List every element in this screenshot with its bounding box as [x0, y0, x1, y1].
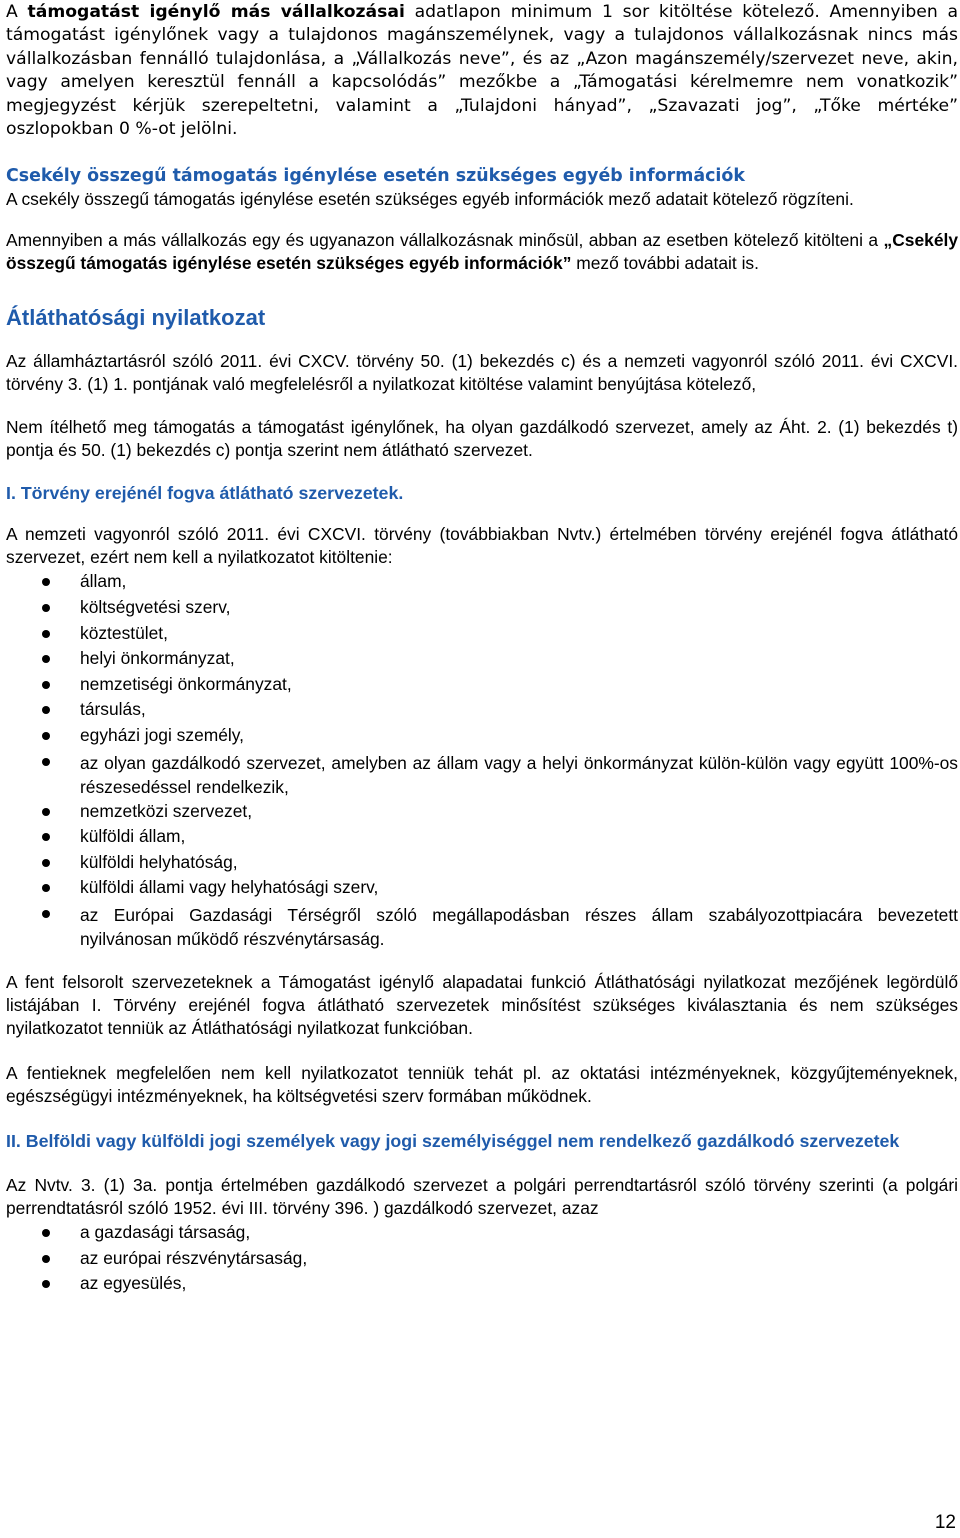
- bullet-icon: [42, 1255, 50, 1263]
- list-item: nemzetközi szervezet,: [6, 799, 958, 825]
- bullet-icon: [42, 859, 50, 867]
- bullet-icon: [42, 732, 50, 740]
- intro-bold: támogatást igénylő más vállalkozásai: [27, 2, 405, 22]
- bullet-icon: [42, 681, 50, 689]
- bullet-icon: [42, 604, 50, 612]
- list-item: nemzetiségi önkormányzat,: [6, 672, 958, 698]
- list-item: állam,: [6, 569, 958, 595]
- bullet-icon: [42, 808, 50, 816]
- bullet-icon: [42, 1229, 50, 1237]
- list-item: az európai részvénytársaság,: [6, 1246, 958, 1272]
- page-number: 12: [934, 1512, 956, 1533]
- document-page: [6, 0, 958, 1297]
- list-item: az egyesülés,: [6, 1271, 958, 1297]
- section2-list: [6, 1220, 958, 1297]
- list-item: külföldi állam,: [6, 824, 958, 850]
- bullet-icon: [42, 910, 50, 918]
- bullet-icon: [42, 758, 50, 766]
- list-item: külföldi helyhatóság,: [6, 850, 958, 876]
- intro-prefix: A: [6, 2, 28, 22]
- list-item: egyházi jogi személy,: [6, 723, 958, 749]
- csekely-text2-bold: „Csekély összegű támogatás igénylése esetén szükséges egyéb információk”: [6, 230, 958, 274]
- section1-intro: A nemzeti vagyonról szóló 2011. évi CXCVI. törvény (továbbiakban Nvtv.) értelmében törvény erejénél fogva átlátható szervezet, ezért nem kell a nyilatkozatot kitöltenie:: [6, 524, 958, 568]
- atlathatosagi-para1: Az államháztartásról szóló 2011. évi CXCV. törvény 50. (1) bekezdés c) és a nemzeti vagyonról szóló 2011. évi CXCVI. törvény 3. (1) 1. pontjának való megfelelésről a nyilatkozat kitöltése valamint benyújtása kötelező,: [6, 351, 958, 395]
- csekely-heading: Csekély összegű támogatás igénylése esetén szükséges egyéb információk: [6, 166, 745, 187]
- list-item: az Európai Gazdasági Térségről szóló megállapodásban részes állam szabályozottpiacára bevezetett nyilvánosan működő részvénytársaság.: [6, 901, 958, 951]
- bullet-icon: [42, 706, 50, 714]
- intro-suffix: adatlapon minimum 1 sor kitöltése kötelező. Amennyiben a támogatást igénylőnek vagy a tulajdonos magánszemélynek, vagy a tulajdonos vállalkozásnak nincs más vállalkozásban fennálló tulajdonlása, a „Vállalkozás neve”, és az „Azon magánszemély/szervezet neve, akin, vagy amelyen keresztül fennáll a kapcsolódás” mezőkbe a „Támogatási kérelmemre nem vonatkozik” megjegyzést kérjük szerepeltetni, valamint a „Tulajdoni hányad”, „Szavazati jog”, „Tőke mértéke” oszlopokban 0 %-ot jelölni.: [6, 2, 958, 140]
- list-item: helyi önkormányzat,: [6, 646, 958, 672]
- bullet-icon: [42, 884, 50, 892]
- csekely-text2-prefix: Amennyiben a más vállalkozás egy és ugyanazon vállalkozásnak minősül, abban az esetben kötelező kitölteni a: [6, 230, 884, 251]
- intro-paragraph: [6, 0, 958, 141]
- section2-heading: II. Belföldi vagy külföldi jogi személyek vagy jogi személyiséggel nem rendelkező gazdálkodó szervezetek: [6, 1130, 900, 1151]
- csekely-text1: A csekély összegű támogatás igénylése esetén szükséges egyéb információk mező adatait kötelező rögzíteni.: [6, 189, 854, 210]
- bullet-icon: [42, 655, 50, 663]
- list-item: külföldi állami vagy helyhatósági szerv,: [6, 875, 958, 901]
- section1-para-after1: A fent felsorolt szervezeteknek a Támogatást igénylő alapadatai funkció Átláthatósági nyilatkozat mezőjének legördülő listájában I. Törvény erejénél fogva átlátható szervezetek minősítést szükséges kiválasztania és nem szükséges nyilatkozatot tenniük az Átláthatósági nyilatkozat funkcióban.: [6, 971, 958, 1038]
- section1-para-after2: A fentieknek megfelelően nem kell nyilatkozatot tenniük tehát pl. az oktatási intézményeknek, közgyűjteményeknek, egészségügyi intézményeknek, ha költségvetési szerv formában működnek.: [6, 1062, 958, 1106]
- list-item: az olyan gazdálkodó szervezet, amelyben az állam vagy a helyi önkormányzat külön-külön vagy együtt 100%-os részesedéssel rendelkezik,: [6, 749, 958, 799]
- bullet-icon: [42, 1280, 50, 1288]
- bullet-icon: [42, 578, 50, 586]
- csekely-text2: [6, 229, 958, 275]
- list-item: költségvetési szerv,: [6, 595, 958, 621]
- bullet-icon: [42, 630, 50, 638]
- list-item: köztestület,: [6, 621, 958, 647]
- section1-heading: I. Törvény erejénél fogva átlátható szervezetek.: [6, 483, 404, 504]
- atlathatosagi-heading: Átláthatósági nyilatkozat: [6, 305, 266, 331]
- atlathatosagi-para2: Nem ítélhető meg támogatás a támogatást igénylőnek, ha olyan gazdálkodó szervezet, amely az Áht. 2. (1) bekezdés t) pontja és 50. (1) bekezdés c) pontja szerint nem átlátható szervezet.: [6, 417, 958, 461]
- list-item: társulás,: [6, 697, 958, 723]
- section2-intro: Az Nvtv. 3. (1) 3a. pontja értelmében gazdálkodó szervezet a polgári perrendtartásról szóló törvény szerinti (a polgári perrendtatásról szóló 1952. évi III. törvény 396. ) gazdálkodó szervezet, azaz: [6, 1174, 958, 1218]
- bullet-icon: [42, 833, 50, 841]
- section1-list: [6, 569, 958, 951]
- csekely-text2-suffix: mező további adatait is.: [571, 253, 759, 274]
- list-item: a gazdasági társaság,: [6, 1220, 958, 1246]
